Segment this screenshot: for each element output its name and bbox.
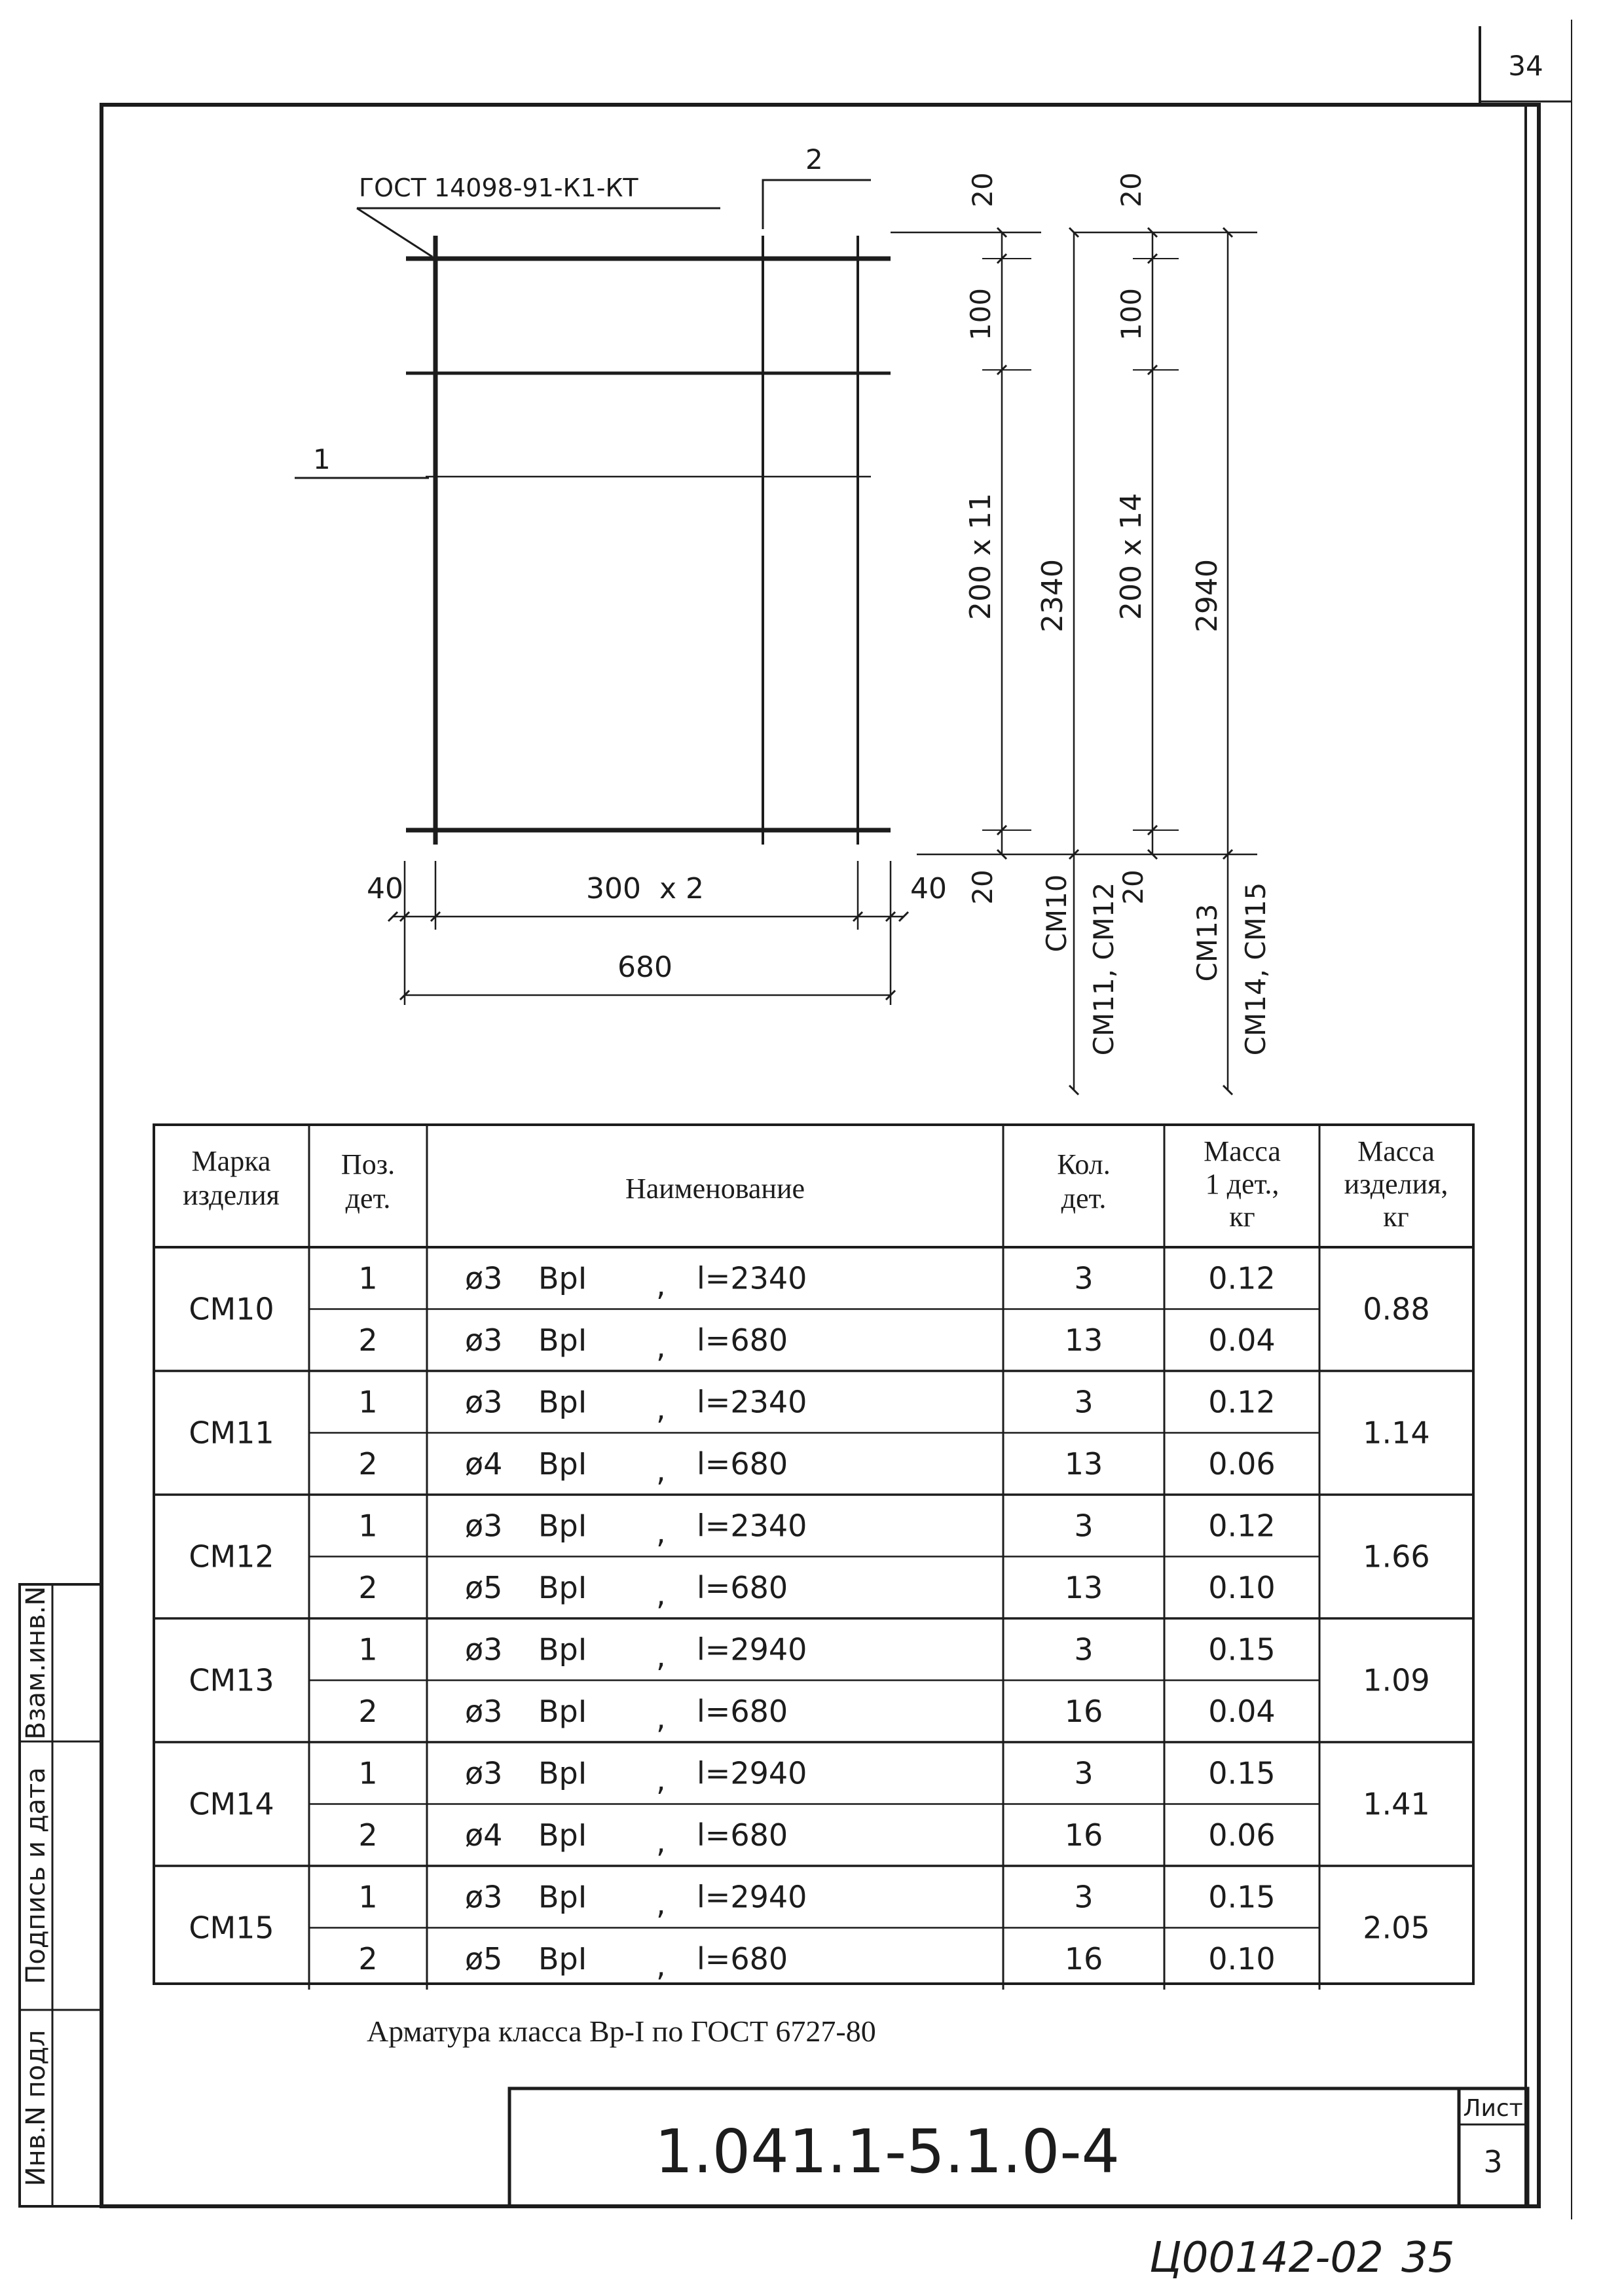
- side-stamp-vzam: Взам.инв.N: [21, 1586, 51, 1740]
- part-class: ВрI: [538, 1446, 587, 1482]
- part-unit-mass: 0.12: [1208, 1260, 1276, 1296]
- part-diameter: ø5: [465, 1569, 503, 1605]
- pos1-label: 1: [313, 443, 331, 475]
- part-quantity: 16: [1064, 1941, 1103, 1977]
- part-diameter: ø5: [465, 1941, 503, 1977]
- part-unit-mass: 0.15: [1208, 1631, 1276, 1667]
- dim-spacing-a: 200 x 11: [964, 493, 997, 620]
- part-position: 1: [358, 1508, 378, 1544]
- sheet-label: Лист: [1463, 2095, 1523, 2122]
- part-quantity: 3: [1074, 1260, 1094, 1296]
- product-mark: СМ15: [189, 1910, 274, 1946]
- pos2-label: 2: [805, 143, 823, 175]
- sheet-frame: [101, 20, 1572, 2219]
- part-separator: ,: [656, 1762, 666, 1798]
- part-position: 1: [358, 1755, 378, 1791]
- part-length: l=2340: [697, 1384, 807, 1420]
- part-quantity: 3: [1074, 1508, 1094, 1544]
- part-class: ВрI: [538, 1631, 587, 1667]
- part-class: ВрI: [538, 1817, 587, 1853]
- part-class: ВрI: [538, 1693, 587, 1729]
- dim-top20-a: 20: [967, 172, 999, 208]
- dim-marks-b1: СМ13: [1191, 903, 1223, 982]
- dim-marks-a1: СМ10: [1041, 874, 1073, 953]
- side-stamp-inv: Инв.N подл: [21, 2030, 51, 2187]
- pos2-leader: [763, 180, 871, 229]
- part-unit-mass: 0.15: [1208, 1879, 1276, 1915]
- part-quantity: 13: [1064, 1569, 1103, 1605]
- part-position: 1: [358, 1879, 378, 1915]
- part-unit-mass: 0.15: [1208, 1755, 1276, 1791]
- part-position: 2: [358, 1322, 378, 1358]
- part-separator: ,: [656, 1391, 666, 1427]
- header-qty-1: Кол.: [1057, 1148, 1111, 1180]
- part-unit-mass: 0.12: [1208, 1384, 1276, 1420]
- product-total-mass: 1.66: [1363, 1539, 1430, 1575]
- part-unit-mass: 0.04: [1208, 1693, 1276, 1729]
- part-diameter: ø4: [465, 1817, 503, 1853]
- part-length: l=680: [697, 1446, 788, 1482]
- part-position: 2: [358, 1569, 378, 1605]
- header-mass1-1: Масса: [1204, 1135, 1281, 1167]
- part-length: l=2940: [697, 1755, 807, 1791]
- dim-spacing-b: 200 x 14: [1115, 493, 1148, 620]
- part-diameter: ø3: [465, 1693, 503, 1729]
- part-length: l=2340: [697, 1508, 807, 1544]
- part-class: ВрI: [538, 1941, 587, 1977]
- part-position: 1: [358, 1631, 378, 1667]
- part-diameter: ø3: [465, 1260, 503, 1296]
- part-length: l=2940: [697, 1879, 807, 1915]
- part-class: ВрI: [538, 1569, 587, 1605]
- part-class: ВрI: [538, 1755, 587, 1791]
- part-diameter: ø3: [465, 1322, 503, 1358]
- part-separator: ,: [656, 1267, 666, 1303]
- header-mass1-2: 1 дет.,: [1205, 1168, 1280, 1200]
- part-separator: ,: [656, 1638, 666, 1674]
- dim-bot20-b: 20: [1117, 869, 1149, 905]
- product-total-mass: 1.41: [1363, 1786, 1430, 1822]
- dim-right-40: 40: [910, 872, 947, 905]
- part-quantity: 13: [1064, 1322, 1103, 1358]
- product-total-mass: 1.14: [1363, 1415, 1430, 1451]
- part-position: 2: [358, 1446, 378, 1482]
- part-position: 2: [358, 1693, 378, 1729]
- part-diameter: ø3: [465, 1879, 503, 1915]
- product-total-mass: 2.05: [1363, 1910, 1430, 1946]
- corner-page-number: 34: [1508, 50, 1543, 82]
- header-qty-2: дет.: [1061, 1182, 1107, 1214]
- part-separator: ,: [656, 1328, 666, 1364]
- part-separator: ,: [656, 1886, 666, 1922]
- part-unit-mass: 0.12: [1208, 1508, 1276, 1544]
- part-diameter: ø3: [465, 1384, 503, 1420]
- part-length: l=680: [697, 1569, 788, 1605]
- dim-total-width: 680: [617, 951, 673, 984]
- table-header: [183, 1135, 1448, 1233]
- part-class: ВрI: [538, 1879, 587, 1915]
- part-diameter: ø3: [465, 1755, 503, 1791]
- part-class: ВрI: [538, 1384, 587, 1420]
- part-position: 2: [358, 1817, 378, 1853]
- dim-100-a: 100: [965, 287, 997, 341]
- part-position: 1: [358, 1384, 378, 1420]
- part-class: ВрI: [538, 1322, 587, 1358]
- part-separator: ,: [656, 1700, 666, 1736]
- part-diameter: ø3: [465, 1631, 503, 1667]
- header-pos-2: дет.: [345, 1182, 391, 1214]
- dim-width-spacing: 300 x 2: [586, 872, 704, 905]
- header-pos-1: Поз.: [341, 1148, 396, 1180]
- part-separator: ,: [656, 1576, 666, 1612]
- header-total-3: кг: [1383, 1201, 1409, 1233]
- header-total-2: изделия,: [1344, 1168, 1448, 1200]
- side-stamp: [20, 1584, 101, 2206]
- rebar-note: Арматура класса Вр-I по ГОСТ 6727-80: [367, 2014, 876, 2048]
- dim-top20-b: 20: [1115, 172, 1147, 208]
- part-class: ВрI: [538, 1260, 587, 1296]
- header-name: Наименование: [625, 1173, 805, 1205]
- header-total-1: Масса: [1357, 1135, 1435, 1167]
- product-mark: СМ14: [189, 1786, 274, 1822]
- part-unit-mass: 0.06: [1208, 1817, 1276, 1853]
- title-block: [509, 2088, 1528, 2206]
- part-length: l=2340: [697, 1260, 807, 1296]
- part-quantity: 3: [1074, 1384, 1094, 1420]
- part-quantity: 16: [1064, 1693, 1103, 1729]
- handwritten-archive-number: Ц00142-02: [1149, 2234, 1384, 2282]
- dim-total-b: 2940: [1190, 559, 1224, 632]
- part-length: l=680: [697, 1322, 788, 1358]
- dim-marks-a2: СМ11, СМ12: [1088, 882, 1120, 1056]
- table-body: [189, 1260, 1429, 1983]
- part-unit-mass: 0.10: [1208, 1569, 1276, 1605]
- product-mark: СМ13: [189, 1662, 274, 1698]
- part-unit-mass: 0.04: [1208, 1322, 1276, 1358]
- part-separator: ,: [656, 1947, 666, 1983]
- product-mark: СМ11: [189, 1415, 274, 1451]
- part-class: ВрI: [538, 1508, 587, 1544]
- part-length: l=680: [697, 1941, 788, 1977]
- product-total-mass: 1.09: [1363, 1662, 1430, 1698]
- part-separator: ,: [656, 1452, 666, 1488]
- mesh-drawing: [295, 143, 1272, 1090]
- part-position: 2: [358, 1941, 378, 1977]
- table-grid: [154, 1125, 1473, 1990]
- spec-table: [154, 1125, 1473, 1990]
- part-length: l=2940: [697, 1631, 807, 1667]
- handwritten-page-number: 35: [1401, 2234, 1455, 2282]
- dim-bot20-a: 20: [967, 869, 999, 905]
- part-separator: ,: [656, 1823, 666, 1859]
- part-unit-mass: 0.10: [1208, 1941, 1276, 1977]
- part-separator: ,: [656, 1514, 666, 1550]
- part-quantity: 3: [1074, 1631, 1094, 1667]
- dim-100-b: 100: [1115, 287, 1147, 341]
- dim-total-a: 2340: [1036, 559, 1069, 632]
- part-diameter: ø3: [465, 1508, 503, 1544]
- part-quantity: 16: [1064, 1817, 1103, 1853]
- gost-label: ГОСТ 14098-91-К1-КТ: [359, 173, 638, 202]
- product-mark: СМ12: [189, 1539, 274, 1575]
- part-quantity: 3: [1074, 1879, 1094, 1915]
- product-total-mass: 0.88: [1363, 1291, 1430, 1327]
- dim-marks-b2: СМ14, СМ15: [1240, 882, 1272, 1056]
- side-stamp-podpis: Подпись и дата: [21, 1767, 51, 1984]
- sheet-number: 3: [1483, 2144, 1503, 2179]
- part-diameter: ø4: [465, 1446, 503, 1482]
- header-mass1-3: кг: [1229, 1201, 1255, 1233]
- part-unit-mass: 0.06: [1208, 1446, 1276, 1482]
- part-quantity: 3: [1074, 1755, 1094, 1791]
- part-length: l=680: [697, 1693, 788, 1729]
- part-position: 1: [358, 1260, 378, 1296]
- part-length: l=680: [697, 1817, 788, 1853]
- dim-left-40: 40: [367, 872, 403, 905]
- part-quantity: 13: [1064, 1446, 1103, 1482]
- header-mark-1: Марка: [191, 1145, 271, 1177]
- header-mark-2: изделия: [183, 1179, 280, 1211]
- product-mark: СМ10: [189, 1291, 274, 1327]
- document-designation: 1.041.1-5.1.0-4: [654, 2117, 1120, 2187]
